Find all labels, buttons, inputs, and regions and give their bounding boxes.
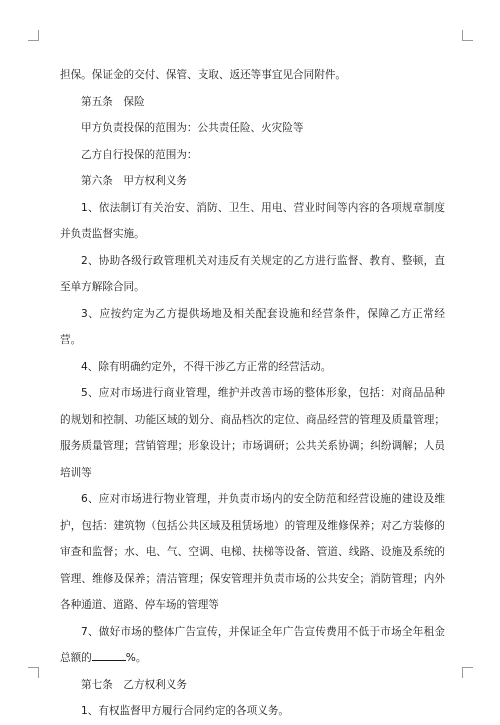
crop-mark-bottom-right: [462, 667, 473, 678]
heading-article-5: 第五条 保险: [81, 95, 145, 108]
paragraph-6-1: 1、依法制订有关治安、消防、卫生、用电、营业时间等内容的各项规章制度并负责监督实施。: [60, 201, 445, 240]
percentage-blank: [92, 650, 126, 661]
heading-article-6: 第六条 甲方权利义务: [81, 175, 187, 187]
heading-article-7: 第七条 乙方权利义务: [81, 678, 187, 691]
paragraph-lessee-insurance: 乙方自行投保的范围为：: [81, 148, 198, 161]
paragraph-6-3: 3、应按约定为乙方提供场地及相关配套设施和经营条件，保障乙方正常经营。: [60, 307, 445, 346]
paragraph-6-6: 6、应对市场进行物业管理，并负责市场内的安全防范和经营设施的建设及维护，包括：建筑物（包括公共区域及租赁场地）的管理及维修保养；对乙方装修的审查和监督；水、电、气、空调、电梯、扶梯等设备、管道、线路、设施及系统的管理、维修及保养；清洁管理；保安管理并负责市场的公共安全；消防管理；内外各种通道、道路、停车场的管理等: [60, 493, 445, 611]
paragraph-deposit: 担保。保证金的交付、保管、支取、返还等事宜见合同附件。: [60, 69, 347, 81]
paragraph-6-2: 2、协助各级行政管理机关对违反有关规定的乙方进行监督、教育、整顿，直至单方解除合同。: [60, 254, 445, 293]
crop-mark-bottom-left: [28, 667, 39, 678]
document-body: [60, 62, 445, 725]
crop-mark-top-right: [462, 30, 473, 41]
paragraph-6-5: 5、应对市场进行商业管理，维护并改善市场的整体形象，包括：对商品品种的规划和控制、功能区域的划分、商品档次的定位、商品经营的管理及质量管理；服务质量管理；营销管理；形象设计；市场调研；公共关系协调；纠纷调解；人员培训等: [60, 387, 445, 479]
paragraph-6-7: [60, 619, 445, 672]
paragraph-lessor-insurance: 甲方负责投保的范围为：公共责任险、火灾险等: [81, 122, 304, 134]
paragraph-6-7-text: 7、做好市场的整体广告宣传，并保证全年广告宣传费用不低于市场全年租金总额的: [60, 625, 445, 664]
paragraph-7-1: 1、有权监督甲方履行合同约定的各项义务。: [81, 705, 290, 717]
paragraph-6-7-suffix: %。: [125, 652, 147, 664]
crop-mark-top-left: [28, 30, 39, 41]
paragraph-6-4: 4、除有明确约定外，不得干涉乙方正常的经营活动。: [81, 360, 332, 373]
